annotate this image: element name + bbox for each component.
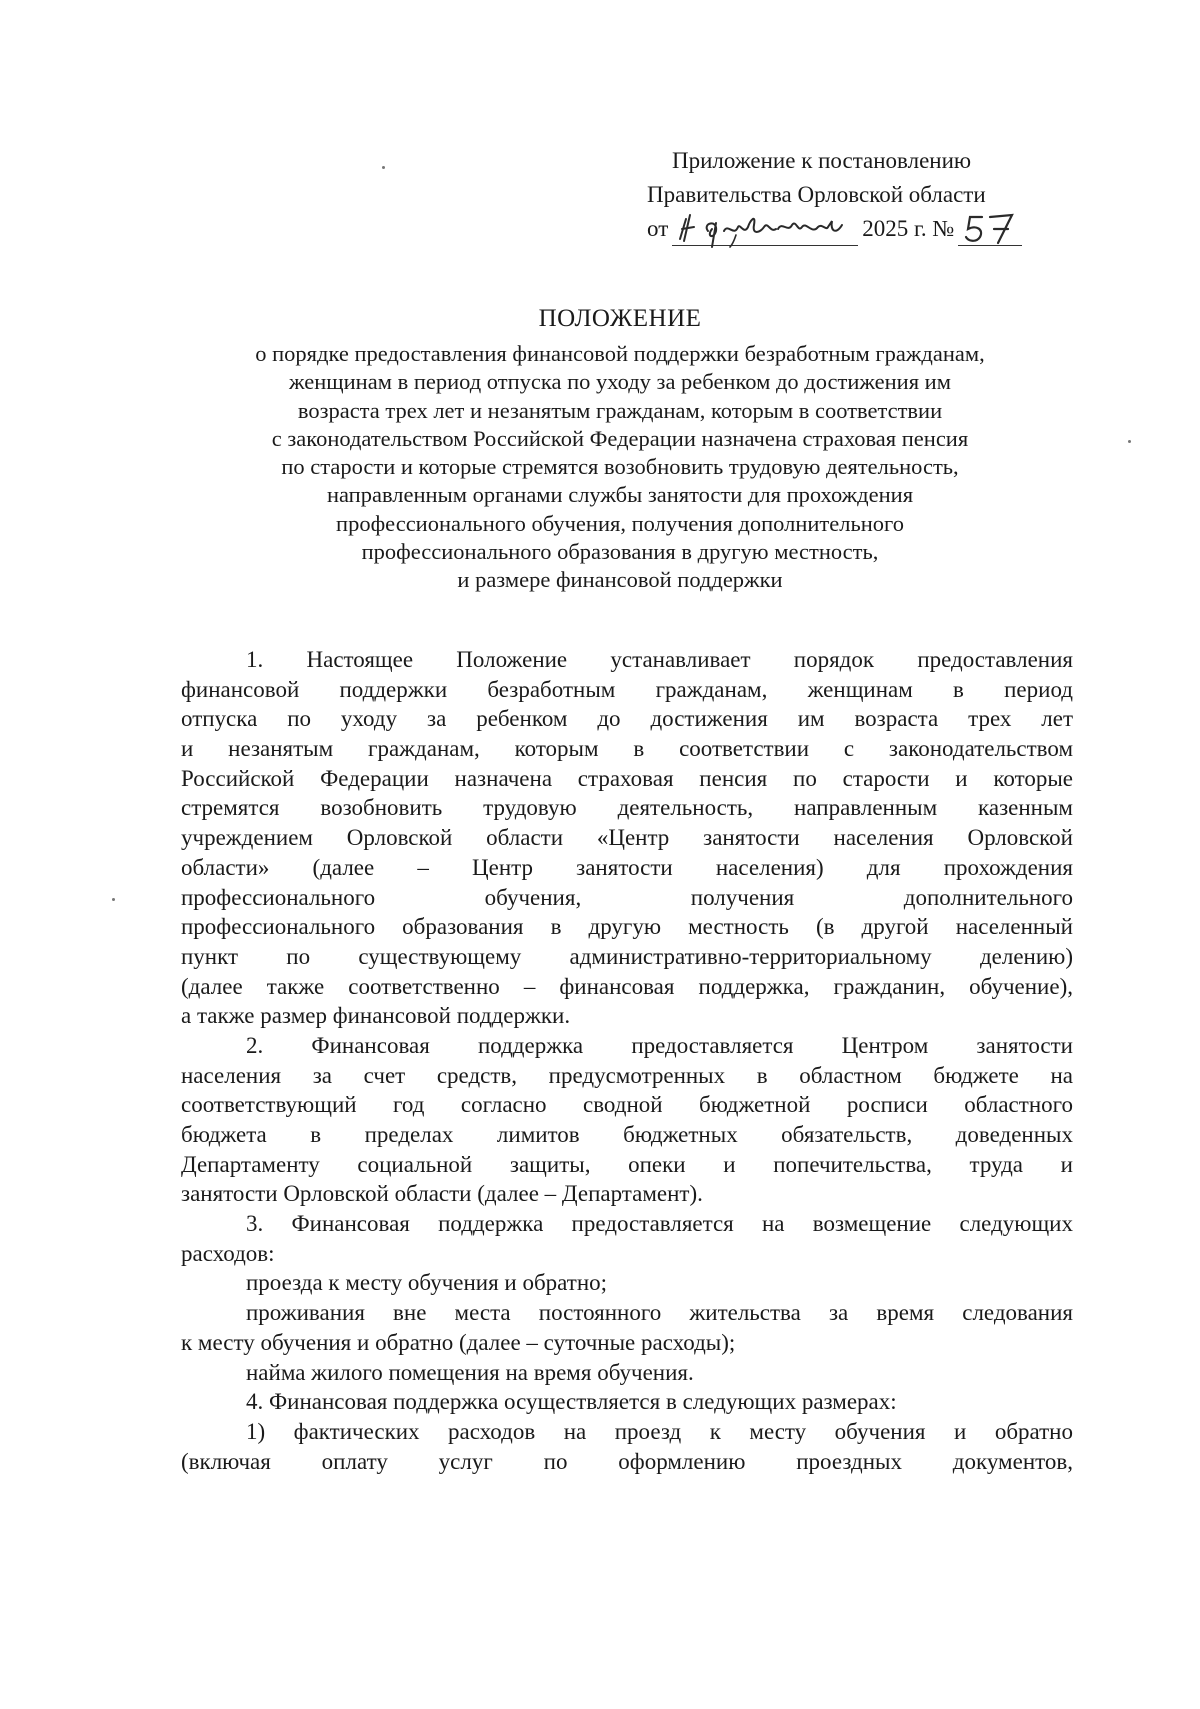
paragraph-2-line: 2. Финансовая поддержка предоставляется Центром занятости [246,1032,1073,1058]
paragraph-2-line: занятости Орловской области (далее – Департамент). [181,1181,703,1207]
handwritten-date-signature [672,209,858,249]
paragraph-1-line: области» (далее – Центр занятости населения) для прохождения [181,854,1073,880]
paragraph-1-line: профессионального обучения, получения дополнительного [181,884,1073,910]
subtitle-line: и размере финансовой поддержки [457,567,783,593]
subtitle-line: возраста трех лет и незанятым гражданам, которым в соответствии [297,397,943,423]
paragraph-3-line: 3. Финансовая поддержка предоставляется на возмещение следующих [246,1211,1073,1237]
paragraph-3-item: найма жилого помещения на время обучения. [246,1359,694,1385]
paragraph-1-line: стремятся возобновить трудовую деятельность, направленным казенным [181,795,1073,821]
appendix-date-line [600,212,1070,246]
subtitle-line: по старости и которые стремятся возобновить трудовую деятельность, [281,454,959,480]
subtitle-line: профессионального обучения, получения дополнительного [336,510,904,536]
paragraph-1-line: профессионального образования в другую местность (в другой населенный [181,914,1073,940]
document-subtitle [160,340,1080,595]
paragraph-1-line: и незанятым гражданам, которым в соответствии с законодательством [181,736,1073,762]
document-title: ПОЛОЖЕНИЕ [538,305,702,332]
paragraph-4-item: (включая оплату услуг по оформлению проездных документов, [181,1448,1073,1474]
subtitle-line: о порядке предоставления финансовой поддержки безработным гражданам, [255,341,985,366]
paragraph-2-line: населения за счет средств, предусмотренных в областном бюджете на [181,1062,1073,1088]
paragraph-4-line: 4. Финансовая поддержка осуществляется в следующих размерах: [246,1389,897,1415]
handwritten-number-signature [958,209,1022,249]
paragraph-3-line: расходов: [181,1240,275,1266]
handwritten-date [672,215,858,246]
subtitle-line: с законодательством Российской Федерации назначена страховая пенсия [271,425,969,451]
paragraph-2-line: соответствующий год согласно сводной бюджетной росписи областного [181,1092,1073,1118]
paragraph-1-line: финансовой поддержки безработным гражданам, женщинам в период [181,676,1073,702]
paragraph-3-item: к месту обучения и обратно (далее – суточные расходы); [181,1329,736,1355]
appendix-header [600,144,1070,246]
scan-speck [1128,440,1131,443]
year-label: 2025 г. № [862,216,955,241]
paragraph-1-line: (далее также соответственно – финансовая поддержка, гражданин, обучение), [181,973,1073,999]
paragraph-1-line: пункт по существующему административно-территориальному делению) [181,943,1073,969]
appendix-line-2: Правительства Орловской области [647,182,986,207]
handwritten-number [958,215,1022,246]
paragraph-3-item: проезда к месту обучения и обратно; [246,1270,608,1296]
subtitle-line: профессионального образования в другую местность, [361,539,879,565]
paragraph-1-line: отпуска по уходу за ребенком до достижения им возраста трех лет [181,706,1073,732]
paragraph-1-line: Российской Федерации назначена страховая пенсия по старости и которые [181,765,1073,791]
paragraph-3-item: проживания вне места постоянного жительства за время следования [246,1300,1073,1326]
paragraph-1-line: а также размер финансовой поддержки. [181,1003,571,1029]
paragraph-4-item: 1) фактических расходов на проезд к месту обучения и обратно [246,1418,1073,1444]
subtitle-line: женщинам в период отпуска по уходу за ребенком до достижения им [289,369,951,395]
from-label: от [647,216,669,241]
scan-speck [112,898,115,901]
appendix-line-1: Приложение к постановлению [672,148,972,173]
subtitle-line: направленным органами службы занятости для прохождения [326,482,914,508]
document-body [181,645,1073,1476]
paragraph-2-line: бюджета в пределах лимитов бюджетных обязательств, доведенных [181,1122,1073,1147]
paragraph-2-line: Департаменту социальной защиты, опеки и попечительства, труда и [181,1151,1073,1177]
paragraph-1-line: 1. Настоящее Положение устанавливает порядок предоставления [246,647,1073,672]
scan-speck [382,166,385,169]
paragraph-1-line: учреждением Орловской области «Центр занятости населения Орловской [181,825,1073,851]
